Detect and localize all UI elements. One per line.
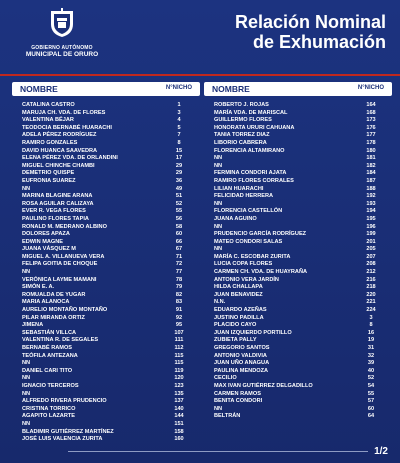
nicho-number: 95	[175, 322, 183, 329]
municipal-logo	[22, 8, 102, 70]
person-name: ELENA PÉREZ VDA. DE ORLANDINI	[22, 155, 118, 162]
nicho-number: 218	[366, 284, 376, 291]
person-name: MARUJA CH. VDA. DE FLORES	[22, 109, 106, 116]
person-name: JUSTINO PADILLA	[214, 314, 264, 321]
table-row	[12, 261, 200, 269]
table-row	[12, 155, 200, 163]
nicho-number: 91	[175, 307, 183, 314]
person-name: JUANA AGUINO	[214, 215, 257, 222]
person-name: EDUARDO AZEÑAS	[214, 307, 267, 314]
right-column-header	[204, 82, 392, 96]
person-name: JUANA VÁSQUEZ M	[22, 246, 76, 253]
table-row	[204, 224, 392, 232]
table-row	[12, 436, 200, 444]
person-name: NN	[214, 223, 223, 230]
nicho-number: 199	[366, 231, 376, 238]
table-row	[12, 132, 200, 140]
person-name: PAULINA MENDOZA	[214, 367, 269, 374]
person-name: NN	[22, 420, 31, 427]
person-name: NN	[22, 185, 31, 192]
table-row	[204, 277, 392, 285]
nicho-number: 224	[366, 307, 376, 314]
person-name: ANTONIO VALDIVIA	[214, 352, 267, 359]
nicho-number: 29	[175, 170, 183, 177]
table-row	[12, 216, 200, 224]
person-name: SEBASTIÁN VILLCA	[22, 329, 77, 336]
table-row	[204, 307, 392, 315]
table-row	[204, 178, 392, 186]
accent-divider	[0, 74, 400, 76]
person-name: GUILLERMO FLORES	[214, 117, 272, 124]
table-row	[12, 201, 200, 209]
nicho-number: 58	[175, 223, 183, 230]
table-row	[204, 117, 392, 125]
table-row	[204, 383, 392, 391]
person-name: AURELIO MONTAÑO MONTAÑO	[22, 307, 108, 314]
table-row	[12, 353, 200, 361]
table-row	[12, 375, 200, 383]
table-row	[12, 368, 200, 376]
nicho-number: 195	[366, 215, 376, 222]
table-row	[204, 193, 392, 201]
table-row	[204, 284, 392, 292]
header	[0, 0, 400, 72]
person-name: FELIPA GOITIA DE CHOQUE	[22, 261, 98, 268]
table-row	[204, 102, 392, 110]
table-row	[204, 315, 392, 323]
nicho-number: 67	[175, 246, 183, 253]
nicho-number: 16	[367, 329, 375, 336]
person-name: LIBORIO CABRERA	[214, 139, 267, 146]
table-row	[204, 322, 392, 330]
nicho-number: 188	[366, 185, 376, 192]
nicho-number: 194	[366, 208, 376, 215]
person-name: MARINA BLAGINE ARANA	[22, 193, 93, 200]
table-row	[12, 330, 200, 338]
nicho-number: 79	[175, 284, 183, 291]
person-name: PRUDENCIO GARCÍA RODRÍGUEZ	[214, 231, 307, 238]
nicho-number: 137	[174, 398, 184, 405]
person-name: FLORENCIA CASTELLÓN	[214, 208, 283, 215]
table-row	[204, 254, 392, 262]
nicho-number: 36	[175, 177, 183, 184]
person-name: NN	[22, 360, 31, 367]
nicho-number: 112	[174, 345, 184, 351]
nicho-number: 1	[177, 102, 181, 108]
left-rows	[12, 102, 200, 444]
nicho-number: 39	[367, 360, 375, 367]
nicho-number: 196	[366, 223, 376, 230]
table-row	[204, 208, 392, 216]
nicho-number: 5	[177, 124, 181, 131]
nicho-number: 111	[174, 337, 184, 344]
person-name: VERÓNICA LAYME MAMANI	[22, 276, 97, 283]
table-row	[12, 413, 200, 421]
person-name: HONORATA URURI CAHUANA	[214, 124, 295, 131]
nicho-number: 31	[367, 345, 375, 351]
person-name: MAX IVAN GUTIÉRREZ DELGADILLO	[214, 382, 313, 389]
table-row	[12, 315, 200, 323]
person-name: EUFRONIA SUAREZ	[22, 177, 76, 184]
person-name: NN	[214, 155, 223, 162]
nicho-number: 8	[177, 139, 181, 146]
person-name: ADELA PÉREZ RODRÍGUEZ	[22, 132, 97, 139]
table-row	[12, 163, 200, 171]
nicho-number: 184	[366, 170, 376, 177]
nicho-number: 120	[174, 375, 184, 382]
table-row	[204, 155, 392, 163]
person-name: MARÍA VDA. DE MARISCAL	[214, 109, 288, 116]
nicho-number: 19	[367, 337, 375, 344]
person-name: FLORENCIA ALTAMIRANO	[214, 147, 285, 154]
table-row	[204, 398, 392, 406]
person-name: FERMINA CONDORI AJATA	[214, 170, 287, 177]
table-row	[204, 125, 392, 133]
nicho-number: 32	[367, 352, 375, 359]
person-name: JUAN UÑO ANAGUA	[214, 360, 270, 367]
person-name: MARÍA C. ESCOBAR ZURITA	[214, 253, 291, 260]
table-row	[204, 368, 392, 376]
nicho-number: 60	[367, 405, 375, 412]
nicho-number: 15	[175, 147, 183, 154]
nicho-number: 119	[174, 367, 184, 374]
nicho-number: 40	[367, 367, 375, 374]
nicho-number: 151	[174, 420, 184, 427]
table-row	[12, 345, 200, 353]
person-name: LILIAN HUARACHI	[214, 185, 264, 192]
table-row	[12, 284, 200, 292]
person-name: MIGUEL A. VILLANUEVA VERA	[22, 253, 105, 260]
table-row	[204, 337, 392, 345]
table-row	[12, 337, 200, 345]
nicho-number: 144	[174, 413, 184, 420]
nicho-number: 220	[366, 291, 376, 298]
nicho-number: 193	[366, 200, 376, 207]
table-row	[204, 231, 392, 239]
table-row	[12, 406, 200, 414]
table-row	[204, 148, 392, 156]
name-header: NOMBRE	[20, 84, 58, 94]
person-name: LUCIA COPA FLORES	[214, 261, 273, 268]
person-name: PLACIDO CAYO	[214, 322, 257, 329]
table-row	[204, 391, 392, 399]
nicho-number: 55	[367, 390, 375, 397]
title-line1: Relación Nominal	[234, 12, 386, 32]
person-name: BENITA CONDORI	[214, 398, 263, 405]
person-name: DOLORES APAZA	[22, 231, 70, 238]
person-name: NN	[22, 269, 31, 276]
nicho-number: 115	[174, 352, 184, 359]
person-name: JIMENA	[22, 322, 44, 329]
nicho-number: 60	[175, 231, 183, 238]
nicho-number: 29	[175, 162, 183, 169]
person-name: JOSÉ LUIS VALENCIA ZURITA	[22, 436, 103, 443]
person-name: RAMIRO GONZALES	[22, 139, 78, 146]
person-name: FELICIDAD HERRERA	[214, 193, 274, 200]
nicho-number: 135	[174, 390, 184, 397]
name-header: NOMBRE	[212, 84, 250, 94]
person-name: RONALD M. MEDRANO ALBINO	[22, 223, 107, 230]
nicho-number: 55	[175, 208, 183, 215]
nicho-number: 66	[175, 238, 183, 245]
person-name: EVER R. VEGA FLORES	[22, 208, 86, 215]
nicho-number: 71	[175, 253, 183, 260]
person-name: CARMEN CH. VDA. DE HUAYRAÑA	[214, 269, 308, 276]
nicho-number: 82	[175, 291, 183, 298]
table-row	[12, 117, 200, 125]
table-row	[12, 299, 200, 307]
person-name: CATALINA CASTRO	[22, 102, 75, 108]
person-name: AGAPITO LAZARTE	[22, 413, 76, 420]
person-name: JUAN BENAVIDEZ	[214, 291, 263, 298]
nicho-number: 7	[177, 132, 181, 139]
person-name: ZUBIETA PALLY	[214, 337, 257, 344]
org-line2: MUNICIPAL DE ORURO	[25, 51, 99, 58]
person-name: SIMÓN E. A.	[22, 284, 55, 291]
table-row	[204, 186, 392, 194]
nicho-number: 77	[175, 269, 183, 276]
nicho-number: 52	[367, 375, 375, 382]
nicho-number: 3	[177, 109, 181, 116]
person-name: CECILIO	[214, 375, 237, 382]
person-name: N.N.	[214, 299, 226, 306]
nicho-number: 140	[174, 405, 184, 412]
nicho-number: 52	[175, 200, 183, 207]
table-row	[12, 383, 200, 391]
nicho-number: 107	[174, 329, 184, 336]
nicho-number: 177	[366, 132, 376, 139]
table-row	[12, 391, 200, 399]
table-row	[204, 246, 392, 254]
person-name: NN	[214, 405, 223, 412]
table-row	[12, 178, 200, 186]
nicho-number: 158	[174, 428, 184, 435]
nicho-number: 207	[366, 253, 376, 260]
nicho-number: 83	[175, 299, 183, 306]
person-name: EDWIN MAGNE	[22, 238, 64, 245]
table-row	[12, 292, 200, 300]
table-row	[204, 239, 392, 247]
person-name: PILAR MIRANDA ORTIZ	[22, 314, 85, 321]
nicho-number: 205	[366, 246, 376, 253]
person-name: CRISTINA TORRICO	[22, 405, 76, 412]
nicho-number: 221	[366, 299, 376, 306]
nicho-number: 17	[175, 155, 183, 162]
table-row	[204, 345, 392, 353]
person-name: RAMIRO FLORES CORRALES	[214, 177, 294, 184]
table-row	[12, 224, 200, 232]
right-rows	[204, 102, 392, 421]
person-name: DEMETRIO QUISPE	[22, 170, 75, 177]
nicho-number: 208	[366, 261, 376, 268]
person-name: CARMEN RAMOS	[214, 390, 261, 397]
nicho-number: 168	[366, 109, 376, 116]
table-row	[12, 429, 200, 437]
nicho-number: 173	[366, 117, 376, 124]
nicho-number: 49	[175, 185, 183, 192]
person-name: DANIEL CARI TITO	[22, 367, 73, 374]
nicho-number: 123	[174, 382, 184, 389]
person-name: BELTRÁN	[214, 413, 241, 420]
nicho-number: 51	[175, 193, 183, 200]
person-name: IGNACIO TERCEROS	[22, 382, 79, 389]
table-row	[12, 231, 200, 239]
nicho-number: 182	[366, 162, 376, 169]
table-row	[12, 102, 200, 110]
nicho-number: 8	[369, 322, 373, 329]
table-row	[204, 375, 392, 383]
nicho-number: 115	[174, 360, 184, 367]
person-name: PAULINO FLORES TAPIA	[22, 215, 89, 222]
footer-rule	[68, 451, 368, 452]
person-name: ROSA AGUILAR CALIZAYA	[22, 200, 94, 207]
shield-icon	[49, 8, 75, 38]
table-row	[204, 360, 392, 368]
person-name: ROMUALDA DE YUGAR	[22, 291, 86, 298]
person-name: NN	[22, 375, 31, 382]
table-row	[204, 330, 392, 338]
nicho-number: 187	[366, 177, 376, 184]
nicho-number: 178	[366, 139, 376, 146]
nicho-number: 176	[366, 124, 376, 131]
nicho-number: 201	[366, 238, 376, 245]
nicho-number: 54	[367, 382, 375, 389]
person-name: TANIA TORREZ DIAZ	[214, 132, 270, 139]
person-name: JUAN IZQUIERDO PORTILLO	[214, 329, 292, 336]
table-row	[12, 186, 200, 194]
table-row	[12, 246, 200, 254]
person-name: VALENTINA R. DE SEGALES	[22, 337, 99, 344]
nicho-number: 78	[175, 276, 183, 283]
nicho-number: 3	[369, 314, 373, 321]
table-row	[204, 110, 392, 118]
nicho-number: 164	[366, 102, 376, 108]
table-row	[12, 208, 200, 216]
nicho-number: 192	[366, 193, 376, 200]
nicho-header: N°NICHO	[357, 85, 384, 91]
table-row	[204, 299, 392, 307]
table-row	[204, 216, 392, 224]
table-row	[204, 163, 392, 171]
nicho-number: 56	[175, 215, 183, 222]
person-name: MARIA ALANOCA	[22, 299, 70, 306]
person-name: NN	[214, 246, 223, 253]
table-row	[204, 261, 392, 269]
person-name: NN	[214, 200, 223, 207]
person-name: BERNABÉ RAMOS	[22, 345, 73, 351]
nicho-number: 72	[175, 261, 183, 268]
table-row	[12, 360, 200, 368]
person-name: HILDA CHALLAPA	[214, 284, 263, 291]
table-row	[12, 193, 200, 201]
nicho-number: 181	[366, 155, 376, 162]
table-row	[12, 170, 200, 178]
nicho-number: 180	[366, 147, 376, 154]
nicho-number: 92	[175, 314, 183, 321]
table-row	[204, 269, 392, 277]
person-name: TEODOCIA BERNABÉ HUARACHI	[22, 124, 112, 131]
nicho-number: 160	[174, 436, 184, 443]
person-name: BLADIMIR GUTIÉRREZ MARTÍNEZ	[22, 428, 114, 435]
table-row	[12, 269, 200, 277]
table-row	[12, 322, 200, 330]
table-row	[204, 170, 392, 178]
person-name: ALFREDO RIVERA PRUDENCIO	[22, 398, 107, 405]
page-number: 1/2	[374, 446, 388, 457]
table-row	[12, 307, 200, 315]
right-column	[204, 82, 392, 421]
nicho-number: 64	[367, 413, 375, 420]
person-name: GREGORIO SANTOS	[214, 345, 270, 351]
org-line1: GOBIERNO AUTÓNOMO	[31, 45, 93, 51]
table-row	[12, 398, 200, 406]
person-name: MATEO CONDORI SALAS	[214, 238, 283, 245]
nicho-number: 212	[366, 269, 376, 276]
table-row	[12, 254, 200, 262]
person-name: MIGUEL CHINCHE CHAMBI	[22, 162, 95, 169]
nicho-number: 216	[366, 276, 376, 283]
nicho-header: N°NICHO	[165, 85, 192, 91]
table-row	[204, 292, 392, 300]
person-name: NN	[214, 162, 223, 169]
person-name: ROBERTO J. ROJAS	[214, 102, 269, 108]
table-row	[204, 140, 392, 148]
nicho-number: 4	[177, 117, 181, 124]
table-row	[204, 132, 392, 140]
table-row	[12, 421, 200, 429]
table-row	[12, 140, 200, 148]
page-title	[235, 12, 386, 52]
title-line2: de Exhumación	[252, 32, 386, 52]
nicho-number: 57	[367, 398, 375, 405]
table-row	[204, 413, 392, 421]
left-column-header	[12, 82, 200, 96]
person-name: VALENTINA BÉJAR	[22, 117, 74, 124]
person-name: NN	[22, 390, 31, 397]
left-column	[12, 82, 200, 444]
person-name: DAVID HUANCA SAAVEDRA	[22, 147, 98, 154]
person-name: TEÓFILA ANTEZANA	[22, 352, 78, 359]
person-name: ANTONIO VERA JARDÍN	[214, 276, 279, 283]
